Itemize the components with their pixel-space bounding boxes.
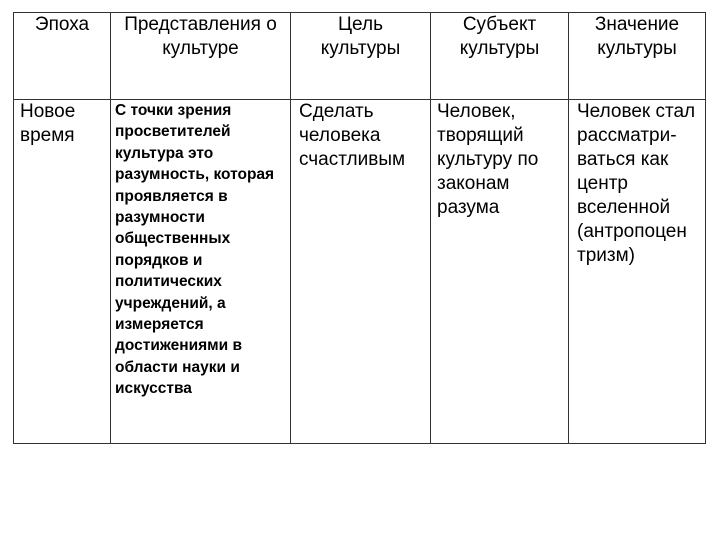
header-row	[14, 13, 706, 100]
culture-table	[13, 12, 706, 444]
cell-epoch: Новое время	[14, 100, 111, 444]
header-cell-epoch: Эпоха	[14, 13, 111, 100]
header-cell-subject: Субъект культуры	[431, 13, 569, 100]
cell-subject: Человек, творящий культуру по законам разума	[431, 100, 569, 444]
header-cell-meaning: Значение культуры	[569, 13, 706, 100]
header-cell-goal: Цель культуры	[291, 13, 431, 100]
cell-representations: С точки зрения просветителей культура это разумность, которая проявляется в разумности общественных порядков и политических учреждений, а измеряется достижениями в области науки и искусства	[111, 100, 291, 444]
table-row	[14, 100, 706, 444]
cell-goal: Сделать человека счастливым	[291, 100, 431, 444]
cell-meaning: Человек стал рассматри- ваться как центр вселенной (антропоцен тризм)	[569, 100, 706, 444]
header-cell-representations: Представления о культуре	[111, 13, 291, 100]
